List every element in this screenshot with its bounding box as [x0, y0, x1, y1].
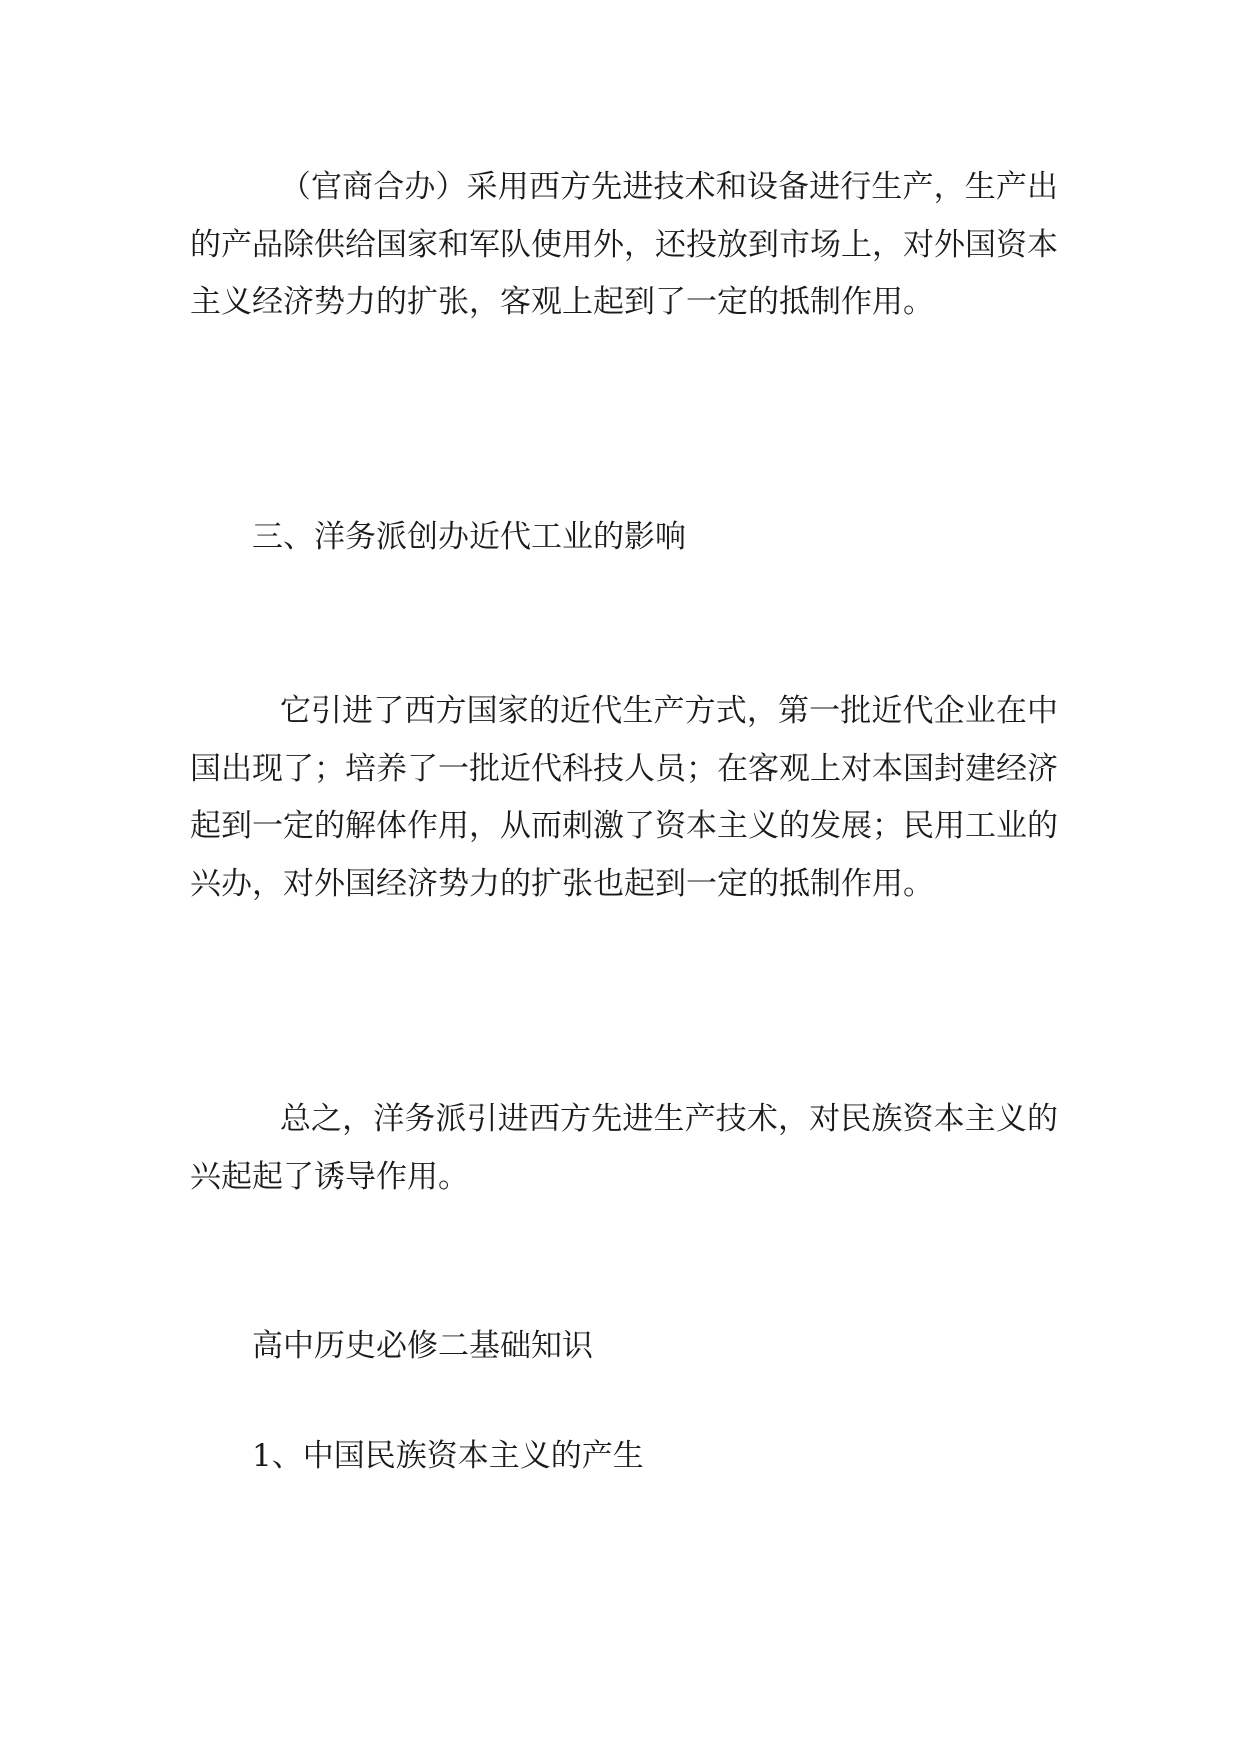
subsection-title: 1、中国民族资本主义的产生 [252, 1438, 644, 1474]
paragraph-conclusion: 总之，洋务派引进西方先进生产技术，对民族资本主义的兴起起了诱导作用。 [190, 1101, 1058, 1195]
section-title: 高中历史必修二基础知识 [252, 1328, 593, 1364]
heading-influence: 三、洋务派创办近代工业的影响 [252, 519, 686, 555]
paragraph-officials-merchants: （官商合办）采用西方先进技术和设备进行生产，生产出的产品除供给国家和军队使用外，还投放到市场上，对外国资本主义经济势力的扩张，客观上起到了一定的抵制作用。 [190, 169, 1058, 320]
paragraph-impact-details: 它引进了西方国家的近代生产方式，第一批近代企业在中国出现了；培养了一批近代科技人员；在客观上对本国封建经济起到一定的解体作用，从而刺激了资本主义的发展；民用工业的兴办，对外国经济势力的扩张也起到一定的抵制作用。 [190, 693, 1058, 902]
